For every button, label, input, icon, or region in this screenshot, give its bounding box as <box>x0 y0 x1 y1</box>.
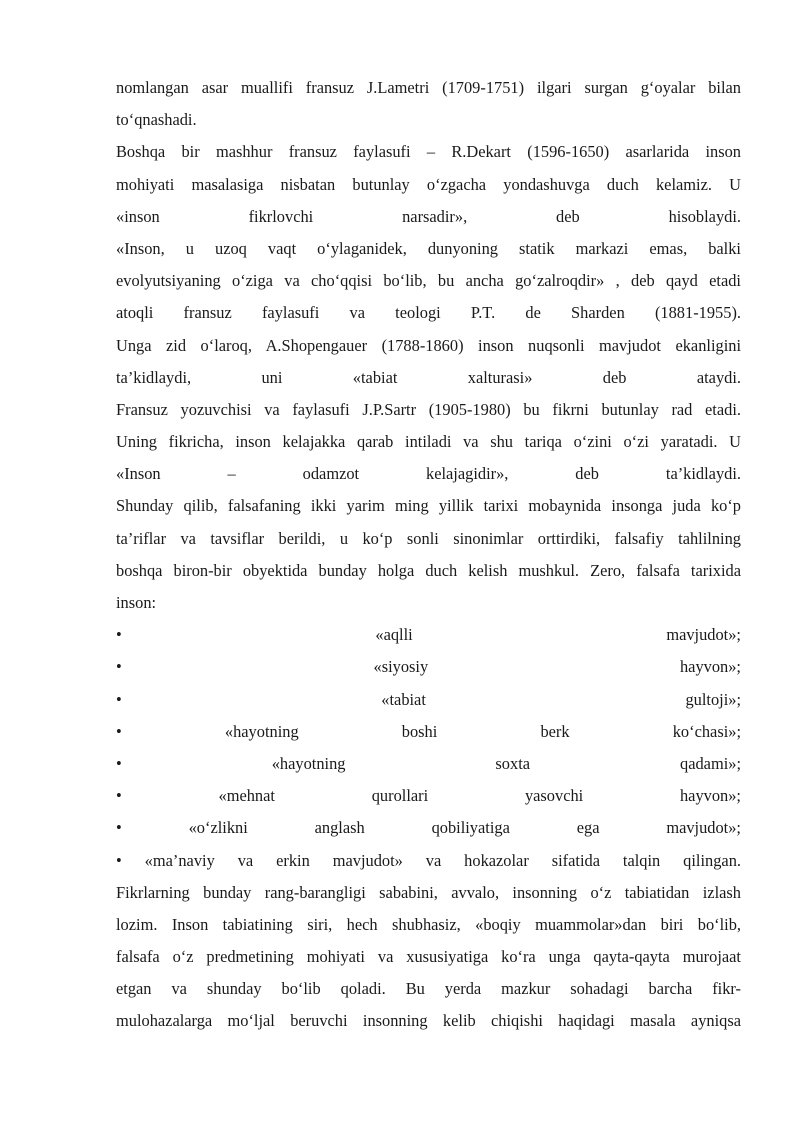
text-line: «Inson – odamzot kelajagidir», deb ta’kidlaydi. <box>116 464 741 484</box>
text-line: to‘qnashadi. <box>116 110 197 130</box>
text-line: atoqli fransuz faylasufi va teologi P.T. de Sharden (1881-1955). <box>116 303 741 323</box>
text-line: Fikrlarning bunday rang-barangligi sababini, avvalo, insonning o‘z tabiatidan izlash <box>116 882 741 902</box>
text-line: lozim. Inson tabiatining siri, hech shubhasiz, «boqiy muammolar»dan biri bo‘lib, <box>116 914 741 934</box>
document-page <box>116 72 741 1038</box>
text-line: Fransuz yozuvchisi va faylasufi J.P.Sartr (1905-1980) bu fikrni butunlay rad etadi. <box>116 399 741 419</box>
bullet-list-item: • «tabiat gultoji»; <box>116 689 741 709</box>
text-line: boshqa biron-bir obyektida bunday holga duch kelish mushkul. Zero, falsafa tarixida <box>116 560 741 580</box>
bullet-list-item: • «siyosiy hayvon»; <box>116 657 741 677</box>
text-line: inson: <box>116 593 157 612</box>
bullet-list-item: • «o‘zlikni anglash qobiliyatiga ega mavjudot»; <box>116 818 741 838</box>
text-line: «inson fikrlovchi narsadir», deb hisoblaydi. <box>116 206 741 226</box>
text-line: evolyutsiyaning o‘ziga va cho‘qqisi bo‘lib, bu ancha go‘zalroqdir» , deb qayd etadi <box>116 271 741 291</box>
text-line: Boshqa bir mashhur fransuz faylasufi – R.Dekart (1596-1650) asarlarida inson <box>116 142 741 162</box>
text-line: etgan va shunday bo‘lib qoladi. Bu yerda mazkur sohadagi barcha fikr- <box>116 979 741 999</box>
text-line: mohiyati masalasiga nisbatan butunlay o‘zgacha yondashuvga duch kelamiz. U <box>116 174 741 194</box>
text-line: mulohazalarga mo‘ljal beruvchi insonning kelib chiqishi haqidagi masala ayniqsa <box>116 1011 741 1031</box>
text-line: ta’riflar va tavsiflar berildi, u ko‘p sonli sinonimlar orttirdiki, falsafiy tahlilning <box>116 528 741 548</box>
text-line: «Inson, u uzoq vaqt o‘ylaganidek, dunyoning statik markazi emas, balki <box>116 238 741 258</box>
text-line: nomlangan asar muallifi fransuz J.Lametri (1709-1751) ilgari surgan g‘oyalar bilan <box>116 78 741 97</box>
text-line: Uning fikricha, inson kelajakka qarab intiladi va shu tariqa o‘zini o‘zi yaratadi. U <box>116 432 741 452</box>
text-line: Shunday qilib, falsafaning ikki yarim ming yillik tarixi mobaynida insonga juda ko‘p <box>116 496 741 516</box>
text-line: Unga zid o‘laroq, A.Shopengauer (1788-1860) inson nuqsonli mavjudot ekanligini <box>116 335 741 355</box>
text-line: falsafa o‘z predmetining mohiyati va xususiyatiga ko‘ra unga qayta-qayta murojaat <box>116 947 741 967</box>
bullet-list-item: • «hayotning soxta qadami»; <box>116 753 741 773</box>
bullet-list-item: • «hayotning boshi berk ko‘chasi»; <box>116 721 741 741</box>
bullet-list-item: • «ma’naviy va erkin mavjudot» va hokazolar sifatida talqin qilingan. <box>116 850 741 870</box>
bullet-list-item: • «mehnat qurollari yasovchi hayvon»; <box>116 786 741 806</box>
text-line: ta’kidlaydi, uni «tabiat xalturasi» deb ataydi. <box>116 367 741 387</box>
document-body <box>116 72 741 1038</box>
bullet-list-item: • «aqlli mavjudot»; <box>116 625 741 645</box>
